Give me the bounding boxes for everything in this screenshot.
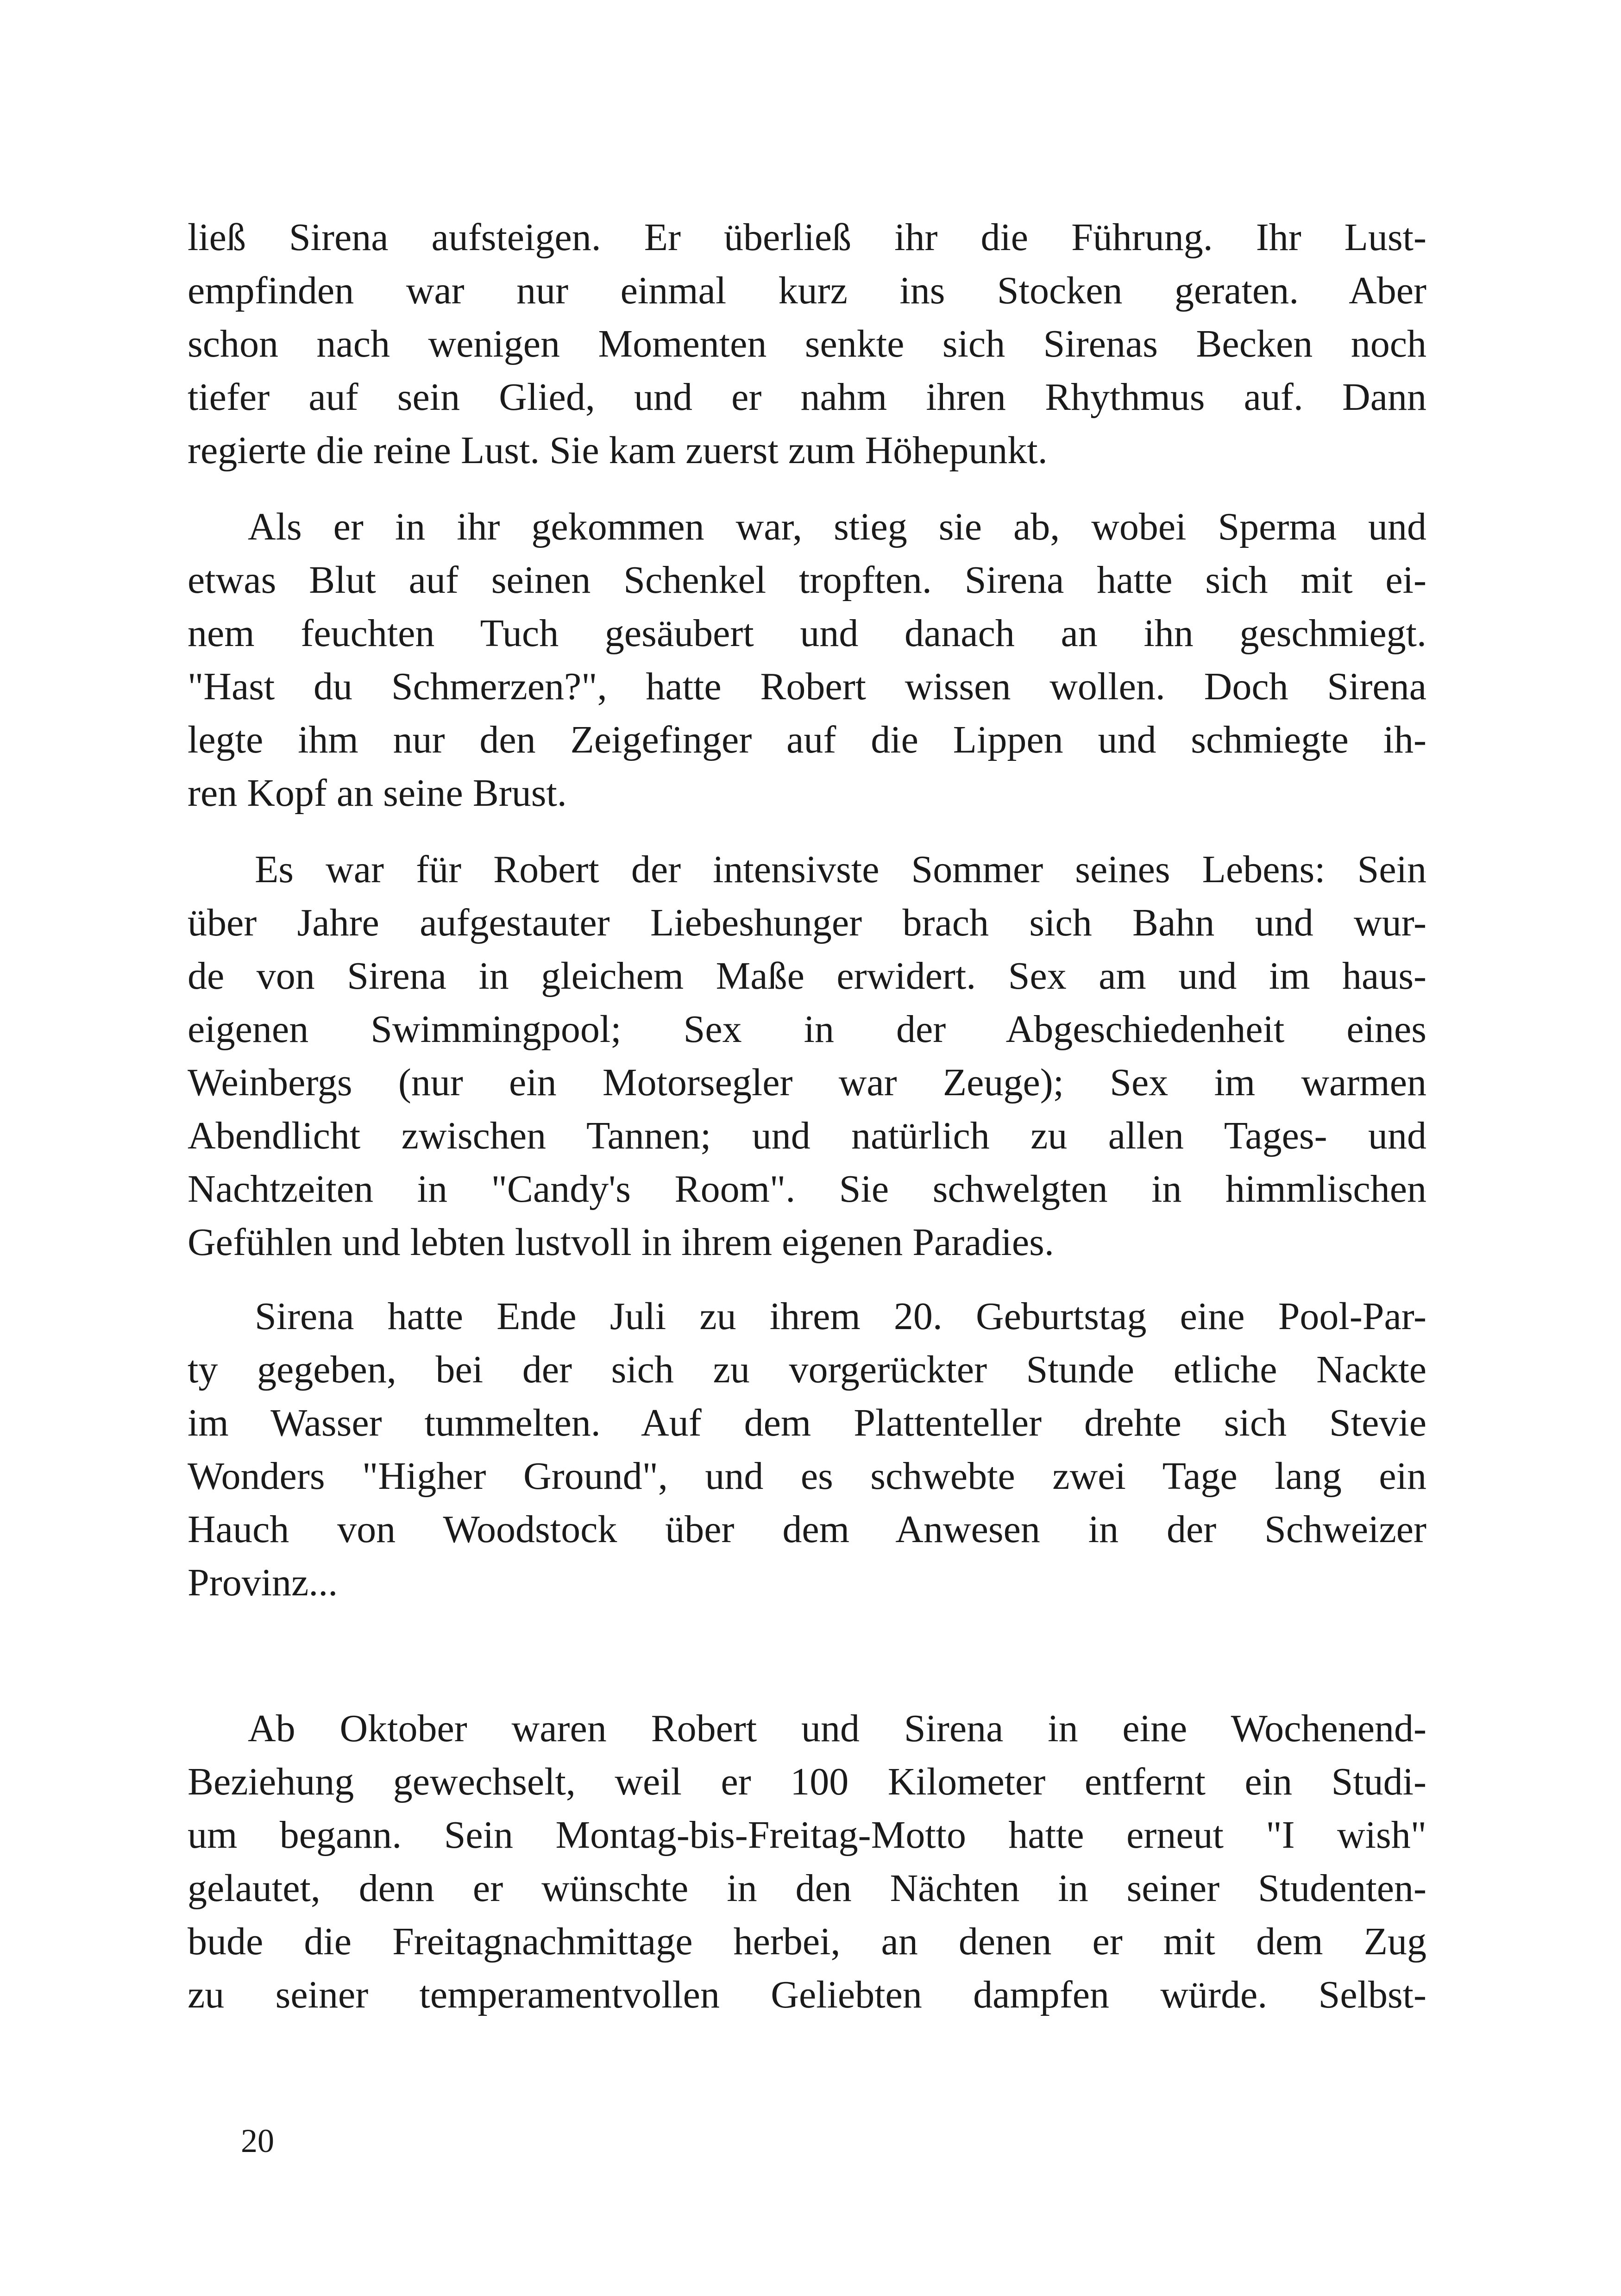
text-line: Beziehung gewechselt, weil er 100 Kilometer entfernt ein Studi- [188, 1760, 1426, 1803]
text-line: empfinden war nur einmal kurz ins Stocken geraten. Aber [188, 269, 1426, 312]
text-line: im Wasser tummelten. Auf dem Plattenteller drehte sich Stevie [188, 1401, 1426, 1444]
paragraph [188, 500, 1426, 820]
paragraph [188, 211, 1426, 477]
text-line: nem feuchten Tuch gesäubert und danach an ihn geschmiegt. [188, 612, 1426, 655]
paragraph [188, 1290, 1426, 1609]
text-line: Als er in ihr gekommen war, stieg sie ab, wobei Sperma und [248, 505, 1426, 548]
paragraph [188, 843, 1426, 1269]
text-line: "Hast du Schmerzen?", hatte Robert wissen wollen. Doch Sirena [188, 665, 1426, 708]
text-line: um begann. Sein Montag-bis-Freitag-Motto hatte erneut "I wish" [188, 1813, 1426, 1857]
text-line: Sirena hatte Ende Juli zu ihrem 20. Geburtstag eine Pool-Par- [255, 1295, 1426, 1338]
text-line: Weinbergs (nur ein Motorsegler war Zeuge); Sex im warmen [188, 1061, 1426, 1104]
text-line: zu seiner temperamentvollen Geliebten dampfen würde. Selbst- [188, 1973, 1426, 2016]
text-line: Nachtzeiten in "Candy's Room". Sie schwelgten in himmlischen [188, 1167, 1426, 1211]
text-line: über Jahre aufgestauter Liebeshunger brach sich Bahn und wur- [188, 901, 1426, 944]
text-line: de von Sirena in gleichem Maße erwidert. Sex am und im haus- [188, 954, 1426, 997]
paragraph [188, 1702, 1426, 2021]
page-number: 20 [241, 2122, 274, 2159]
text-line: Provinz... [188, 1561, 338, 1604]
text-line: regierte die reine Lust. Sie kam zuerst zum Höhepunkt. [188, 429, 1048, 472]
text-line: Abendlicht zwischen Tannen; und natürlich zu allen Tages- und [188, 1114, 1426, 1157]
text-line: legte ihm nur den Zeigefinger auf die Lippen und schmiegte ih- [188, 718, 1426, 761]
text-line: schon nach wenigen Momenten senkte sich Sirenas Becken noch [188, 322, 1426, 365]
text-line: Gefühlen und lebten lustvoll in ihrem eigenen Paradies. [188, 1221, 1054, 1264]
text-line: gelautet, denn er wünschte in den Nächten in seiner Studenten- [188, 1867, 1426, 1910]
text-line: Ab Oktober waren Robert und Sirena in eine Wochenend- [248, 1707, 1426, 1750]
text-line: etwas Blut auf seinen Schenkel tropften. Sirena hatte sich mit ei- [188, 558, 1426, 602]
text-line: ren Kopf an seine Brust. [188, 772, 567, 815]
text-line: Hauch von Woodstock über dem Anwesen in der Schweizer [188, 1508, 1426, 1551]
text-line: bude die Freitagnachmittage herbei, an denen er mit dem Zug [188, 1920, 1426, 1963]
text-line: Wonders "Higher Ground", und es schwebte zwei Tage lang ein [188, 1455, 1426, 1498]
text-line: eigenen Swimmingpool; Sex in der Abgeschiedenheit eines [188, 1008, 1426, 1051]
text-line: ließ Sirena aufsteigen. Er überließ ihr die Führung. Ihr Lust- [188, 216, 1426, 259]
text-line: ty gegeben, bei der sich zu vorgerückter Stunde etliche Nackte [188, 1348, 1426, 1391]
text-line: Es war für Robert der intensivste Sommer seines Lebens: Sein [255, 848, 1426, 891]
text-line: tiefer auf sein Glied, und er nahm ihren Rhythmus auf. Dann [188, 376, 1426, 419]
